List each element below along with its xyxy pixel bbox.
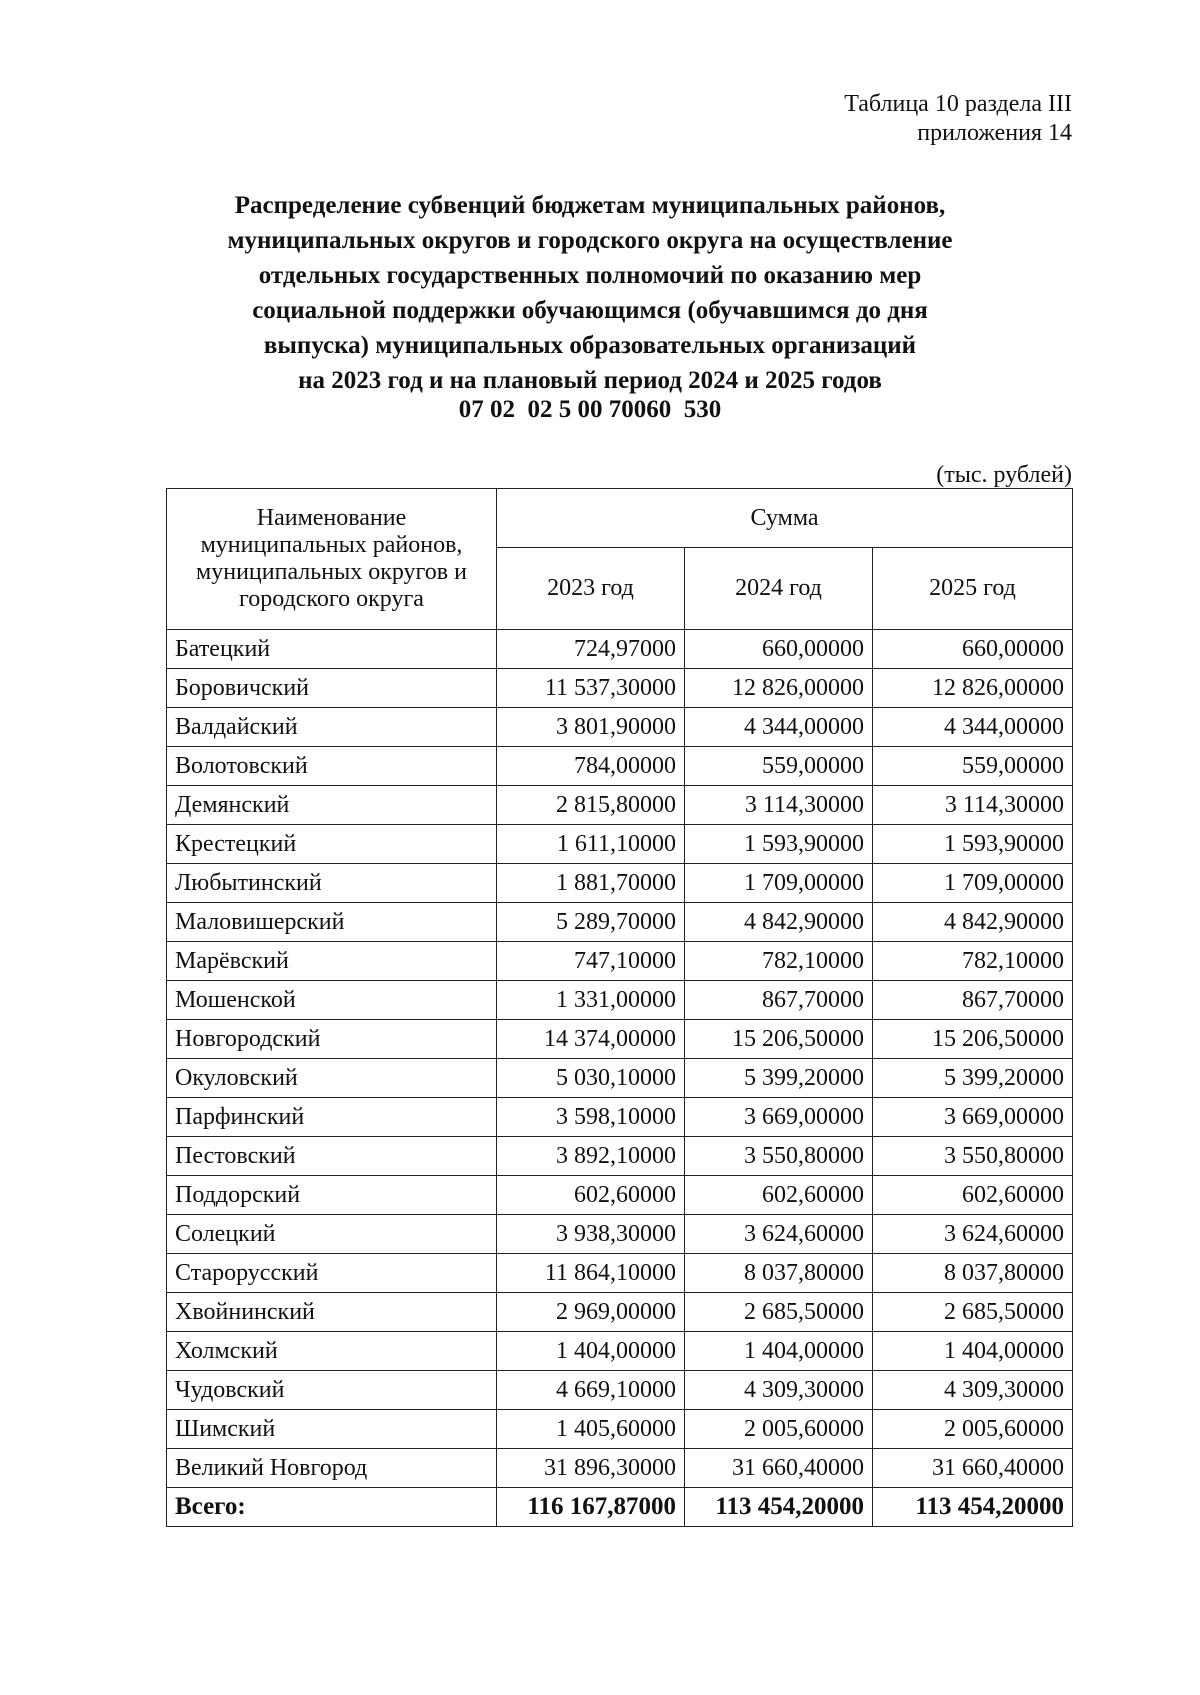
title-line: выпуска) муниципальных образовательных организаций	[263, 332, 917, 359]
amount-2024: 1 593,90000	[685, 825, 873, 864]
district-name: Демянский	[167, 786, 497, 825]
amount-2024: 1 709,00000	[685, 864, 873, 903]
amount-2025: 12 826,00000	[873, 669, 1073, 708]
reference-line-2: приложения 14	[917, 120, 1072, 146]
amount-2025: 1 709,00000	[873, 864, 1073, 903]
amount-2023: 1 331,00000	[497, 981, 685, 1020]
total-label: Всего:	[167, 1488, 497, 1527]
amount-2023: 602,60000	[497, 1176, 685, 1215]
table-row	[167, 1293, 1073, 1332]
amount-2024: 602,60000	[685, 1176, 873, 1215]
district-name: Парфинский	[167, 1098, 497, 1137]
district-name: Любытинский	[167, 864, 497, 903]
table-row	[167, 630, 1073, 669]
district-name: Крестецкий	[167, 825, 497, 864]
amount-2024: 2 685,50000	[685, 1293, 873, 1332]
amount-2024: 660,00000	[685, 630, 873, 669]
amount-2025: 602,60000	[873, 1176, 1073, 1215]
column-header-2023: 2023 год	[497, 548, 685, 630]
amount-2023: 5 030,10000	[497, 1059, 685, 1098]
column-header-2025: 2025 год	[873, 548, 1073, 630]
column-header-name: Наименование муниципальных районов, муниципальных округов и городского округа	[167, 489, 497, 630]
amount-2023: 1 405,60000	[497, 1410, 685, 1449]
district-name: Шимский	[167, 1410, 497, 1449]
amount-2024: 4 309,30000	[685, 1371, 873, 1410]
amount-2025: 4 309,30000	[873, 1371, 1073, 1410]
amount-2025: 3 114,30000	[873, 786, 1073, 825]
amount-2023: 2 969,00000	[497, 1293, 685, 1332]
amount-2024: 867,70000	[685, 981, 873, 1020]
amount-2024: 3 114,30000	[685, 786, 873, 825]
column-header-2024: 2024 год	[685, 548, 873, 630]
total-row	[167, 1488, 1073, 1527]
amount-2024: 1 404,00000	[685, 1332, 873, 1371]
amount-2025: 31 660,40000	[873, 1449, 1073, 1488]
total-2023: 116 167,87000	[497, 1488, 685, 1527]
amount-2025: 2 685,50000	[873, 1293, 1073, 1332]
amount-2023: 11 537,30000	[497, 669, 685, 708]
district-name: Чудовский	[167, 1371, 497, 1410]
table-body	[167, 630, 1073, 1488]
amount-2023: 1 611,10000	[497, 825, 685, 864]
subvention-table	[166, 488, 1073, 1527]
table-row	[167, 1176, 1073, 1215]
table-row	[167, 1215, 1073, 1254]
amount-2024: 5 399,20000	[685, 1059, 873, 1098]
amount-2024: 15 206,50000	[685, 1020, 873, 1059]
table-reference	[844, 90, 1072, 148]
table-row	[167, 942, 1073, 981]
amount-2023: 747,10000	[497, 942, 685, 981]
district-name: Великий Новгород	[167, 1449, 497, 1488]
unit-label: (тыс. рублей)	[936, 462, 1072, 488]
table-row	[167, 1371, 1073, 1410]
district-name: Маловишерский	[167, 903, 497, 942]
table-row	[167, 903, 1073, 942]
amount-2025: 8 037,80000	[873, 1254, 1073, 1293]
amount-2025: 660,00000	[873, 630, 1073, 669]
column-header-sum: Сумма	[497, 489, 1073, 548]
amount-2025: 5 399,20000	[873, 1059, 1073, 1098]
table-row	[167, 669, 1073, 708]
amount-2023: 2 815,80000	[497, 786, 685, 825]
table-row	[167, 1098, 1073, 1137]
amount-2025: 1 404,00000	[873, 1332, 1073, 1371]
table-row	[167, 1020, 1073, 1059]
district-name: Марёвский	[167, 942, 497, 981]
total-2025: 113 454,20000	[873, 1488, 1073, 1527]
amount-2024: 3 624,60000	[685, 1215, 873, 1254]
table-row	[167, 1410, 1073, 1449]
table-row	[167, 825, 1073, 864]
amount-2025: 2 005,60000	[873, 1410, 1073, 1449]
amount-2025: 4 344,00000	[873, 708, 1073, 747]
amount-2025: 3 624,60000	[873, 1215, 1073, 1254]
amount-2023: 4 669,10000	[497, 1371, 685, 1410]
district-name: Старорусский	[167, 1254, 497, 1293]
district-name: Поддорский	[167, 1176, 497, 1215]
amount-2024: 12 826,00000	[685, 669, 873, 708]
amount-2023: 1 881,70000	[497, 864, 685, 903]
district-name: Пестовский	[167, 1137, 497, 1176]
table-row	[167, 1137, 1073, 1176]
district-name: Холмский	[167, 1332, 497, 1371]
amount-2023: 724,97000	[497, 630, 685, 669]
amount-2023: 14 374,00000	[497, 1020, 685, 1059]
district-name: Боровичский	[167, 669, 497, 708]
table-row	[167, 1449, 1073, 1488]
amount-2024: 559,00000	[685, 747, 873, 786]
table-row	[167, 1059, 1073, 1098]
district-name: Мошенской	[167, 981, 497, 1020]
budget-code: 07 02 02 5 00 70060 530	[458, 396, 722, 423]
title-line: муниципальных округов и городского округа на осуществление	[227, 227, 953, 254]
amount-2025: 3 669,00000	[873, 1098, 1073, 1137]
amount-2023: 3 938,30000	[497, 1215, 685, 1254]
table-row	[167, 708, 1073, 747]
amount-2024: 3 550,80000	[685, 1137, 873, 1176]
amount-2025: 3 550,80000	[873, 1137, 1073, 1176]
table-row	[167, 981, 1073, 1020]
district-name: Батецкий	[167, 630, 497, 669]
amount-2023: 3 598,10000	[497, 1098, 685, 1137]
amount-2024: 4 842,90000	[685, 903, 873, 942]
amount-2023: 31 896,30000	[497, 1449, 685, 1488]
table-row	[167, 864, 1073, 903]
district-name: Волотовский	[167, 747, 497, 786]
amount-2024: 31 660,40000	[685, 1449, 873, 1488]
amount-2023: 784,00000	[497, 747, 685, 786]
amount-2025: 4 842,90000	[873, 903, 1073, 942]
table-row	[167, 786, 1073, 825]
document-title	[160, 188, 1020, 398]
amount-2024: 8 037,80000	[685, 1254, 873, 1293]
table-row	[167, 1254, 1073, 1293]
amount-2023: 5 289,70000	[497, 903, 685, 942]
title-line: отдельных государственных полномочий по оказанию мер	[258, 262, 922, 289]
amount-2025: 782,10000	[873, 942, 1073, 981]
district-name: Валдайский	[167, 708, 497, 747]
amount-2024: 2 005,60000	[685, 1410, 873, 1449]
amount-2024: 782,10000	[685, 942, 873, 981]
amount-2023: 3 892,10000	[497, 1137, 685, 1176]
amount-2023: 1 404,00000	[497, 1332, 685, 1371]
district-name: Солецкий	[167, 1215, 497, 1254]
district-name: Хвойнинский	[167, 1293, 497, 1332]
amount-2024: 4 344,00000	[685, 708, 873, 747]
title-line: Распределение субвенций бюджетам муниципальных районов,	[234, 192, 946, 219]
amount-2025: 1 593,90000	[873, 825, 1073, 864]
total-2024: 113 454,20000	[685, 1488, 873, 1527]
amount-2025: 867,70000	[873, 981, 1073, 1020]
district-name: Новгородский	[167, 1020, 497, 1059]
amount-2023: 3 801,90000	[497, 708, 685, 747]
amount-2023: 11 864,10000	[497, 1254, 685, 1293]
amount-2025: 559,00000	[873, 747, 1073, 786]
amount-2025: 15 206,50000	[873, 1020, 1073, 1059]
district-name: Окуловский	[167, 1059, 497, 1098]
title-line: на 2023 год и на плановый период 2024 и 2025 годов	[298, 367, 882, 394]
reference-line-1: Таблица 10 раздела III	[844, 91, 1072, 117]
amount-2024: 3 669,00000	[685, 1098, 873, 1137]
table-row	[167, 747, 1073, 786]
title-line: социальной поддержки обучающимся (обучавшимся до дня	[252, 297, 928, 324]
table-row	[167, 1332, 1073, 1371]
